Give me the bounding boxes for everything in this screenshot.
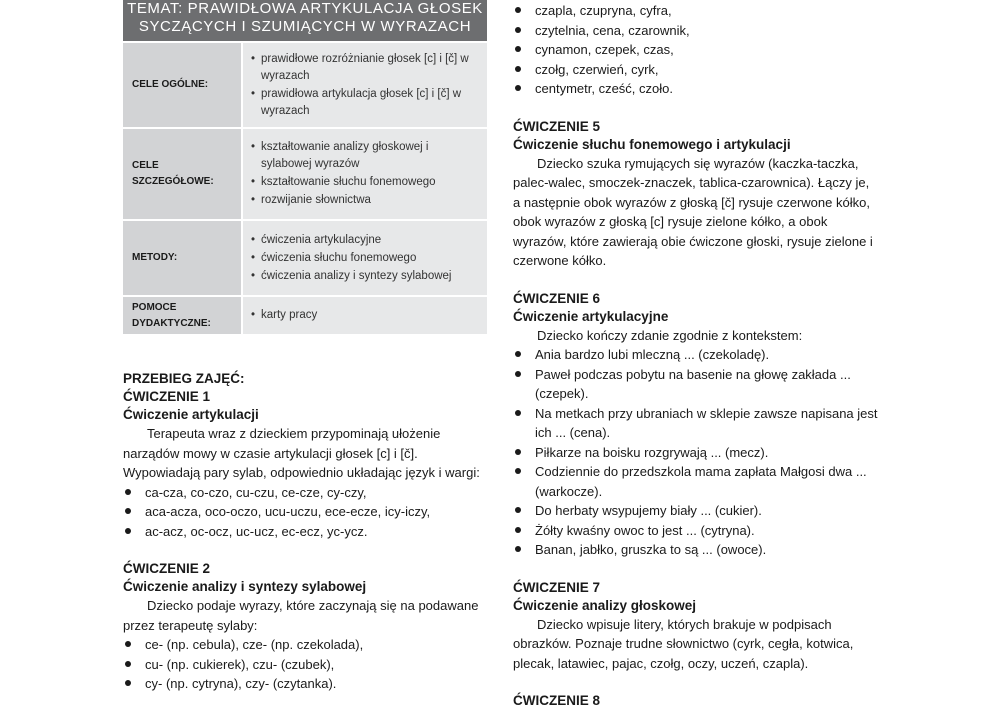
- exercise-heading: ĆWICZENIE 8: [513, 693, 601, 708]
- table-row-pomoce: [123, 296, 487, 334]
- list-item: • karty pracy: [251, 307, 481, 324]
- exercise-heading: ĆWICZENIE 6: [513, 290, 601, 306]
- list-item: • rozwijanie słownictwa: [251, 192, 481, 209]
- list-item: ce- (np. cebula), cze- (np. czekolada),: [123, 635, 487, 655]
- right-column: [513, 1, 879, 710]
- list-item: • kształtowanie analizy głoskowej i sylabowej wyrazów: [251, 139, 481, 173]
- list-item: Codziennie do przedszkola mama zapłata Małgosi dwa ... (warkocze).: [513, 462, 879, 501]
- exercise-subheading: Ćwiczenie artykulacyjne: [513, 308, 669, 324]
- lesson-plan-table: [123, 0, 487, 334]
- exercise-6: [513, 290, 879, 560]
- exercise-subheading: Ćwiczenie analizy głoskowej: [513, 597, 697, 613]
- list-item: Żółty kwaśny owoc to jest ... (cytryna).: [513, 521, 879, 541]
- list-item: Piłkarze na boisku rozgrywają ... (mecz).: [513, 443, 879, 463]
- list-item: cynamon, czepek, czas,: [513, 40, 879, 60]
- exercise-subheading: Ćwiczenie artykulacji: [123, 407, 259, 422]
- list-item: Ania bardzo lubi mleczną ... (czekoladę).: [513, 345, 879, 365]
- list-item: • ćwiczenia analizy i syntezy sylabowej: [251, 268, 481, 285]
- list-item: • ćwiczenia artykulacyjne: [251, 232, 481, 249]
- table-row-cele-ogolne: [123, 42, 487, 128]
- list-item: czapla, czupryna, cyfra,: [513, 1, 879, 21]
- exercise-2: [123, 560, 487, 694]
- row-label: CELE SZCZEGÓŁOWE:: [123, 128, 242, 220]
- list-item: cu- (np. cukierek), czu- (czubek),: [123, 655, 487, 675]
- exercise-1: [123, 388, 487, 541]
- row-label: METODY:: [123, 220, 242, 296]
- exercise-heading: ĆWICZENIE 5: [513, 118, 601, 134]
- row-label: CELE OGÓLNE:: [123, 42, 242, 128]
- exercise-text: Dziecko szuka rymujących się wyrazów (kaczka-taczka, palec-walec, smoczek-znaczek, tablica-czarownica). Łączy je, a następnie obok wyrazów z głoską [č] rysuje czerwone kółko, obok wyrazów z głoską [c] rysuje zielone kółko, a obok wyrazów, które zawierają obie ćwiczone głoski, rysuje zielone i czerwone kółko.: [513, 155, 873, 268]
- row-label: POMOCE DYDAKTYCZNE:: [123, 296, 242, 334]
- exercise-heading: ĆWICZENIE 7: [513, 579, 601, 595]
- left-column: [123, 0, 487, 694]
- list-item: centymetr, cześć, czoło.: [513, 79, 879, 99]
- list-item: Do herbaty wsypujemy biały ... (cukier).: [513, 501, 879, 521]
- table-row-metody: [123, 220, 487, 296]
- list-item: aca-acza, oco-oczo, ucu-uczu, ece-ecze, icy-iczy,: [123, 502, 487, 522]
- list-item: • prawidłowe rozróżnianie głosek [c] i [č] w wyrazach: [251, 51, 481, 85]
- table-title: TEMAT: PRAWIDŁOWA ARTYKULACJA GŁOSEK SYCZĄCYCH I SZUMIĄCYCH W WYRAZACH: [123, 0, 487, 42]
- list-item: czytelnia, cena, czarownik,: [513, 21, 879, 41]
- exercise-text: Terapeuta wraz z dzieckiem przypominają ułożenie narządów mowy w czasie artykulacji głosek [c] i [č]. Wypowiadają pary sylab, odpowiednio układając język i wargi:: [123, 426, 480, 480]
- list-item: czołg, czerwień, cyrk,: [513, 60, 879, 80]
- table-row-cele-szczegolowe: [123, 128, 487, 220]
- list-item: Paweł podczas pobytu na basenie na głowę zakłada ... (czepek).: [513, 365, 879, 404]
- word-list: [513, 1, 879, 99]
- list-item: ca-cza, co-czo, cu-czu, ce-cze, cy-czy,: [123, 483, 487, 503]
- list-item: cy- (np. cytryna), czy- (czytanka).: [123, 674, 487, 694]
- exercise-5: [513, 118, 879, 271]
- exercise-8: [513, 692, 879, 710]
- section-heading-przebieg: PRZEBIEG ZAJĘĆ:: [123, 371, 245, 386]
- exercise-text: Dziecko podaje wyrazy, które zaczynają się na podawane przez terapeutę sylaby:: [123, 598, 479, 633]
- exercise-subheading: Ćwiczenie słuchu fonemowego i artykulacji: [513, 136, 791, 152]
- list-item: • prawidłowa artykulacja głosek [c] i [č] w wyrazach: [251, 86, 481, 120]
- exercise-subheading: Ćwiczenie analizy i syntezy sylabowej: [123, 579, 367, 594]
- exercise-heading: ĆWICZENIE 2: [123, 561, 211, 576]
- list-item: • kształtowanie słuchu fonemowego: [251, 174, 481, 191]
- exercise-heading: ĆWICZENIE 1: [123, 389, 211, 404]
- list-item: ac-acz, oc-ocz, uc-ucz, ec-ecz, yc-ycz.: [123, 522, 487, 542]
- exercise-text: Dziecko wpisuje litery, których brakuje w podpisach obrazków. Poznaje trudne słownictwo (cyrk, cegła, kotwica, plecak, latawiec, pajac, czołg, oczy, uczeń, czapla).: [513, 616, 854, 671]
- exercise-7: [513, 579, 879, 674]
- list-item: Banan, jabłko, gruszka to są ... (owoce).: [513, 540, 879, 560]
- list-item: Na metkach przy ubraniach w sklepie zawsze napisana jest ich ... (cena).: [513, 404, 879, 443]
- list-item: • ćwiczenia słuchu fonemowego: [251, 250, 481, 267]
- exercise-text: Dziecko kończy zdanie zgodnie z kontekstem:: [537, 327, 803, 343]
